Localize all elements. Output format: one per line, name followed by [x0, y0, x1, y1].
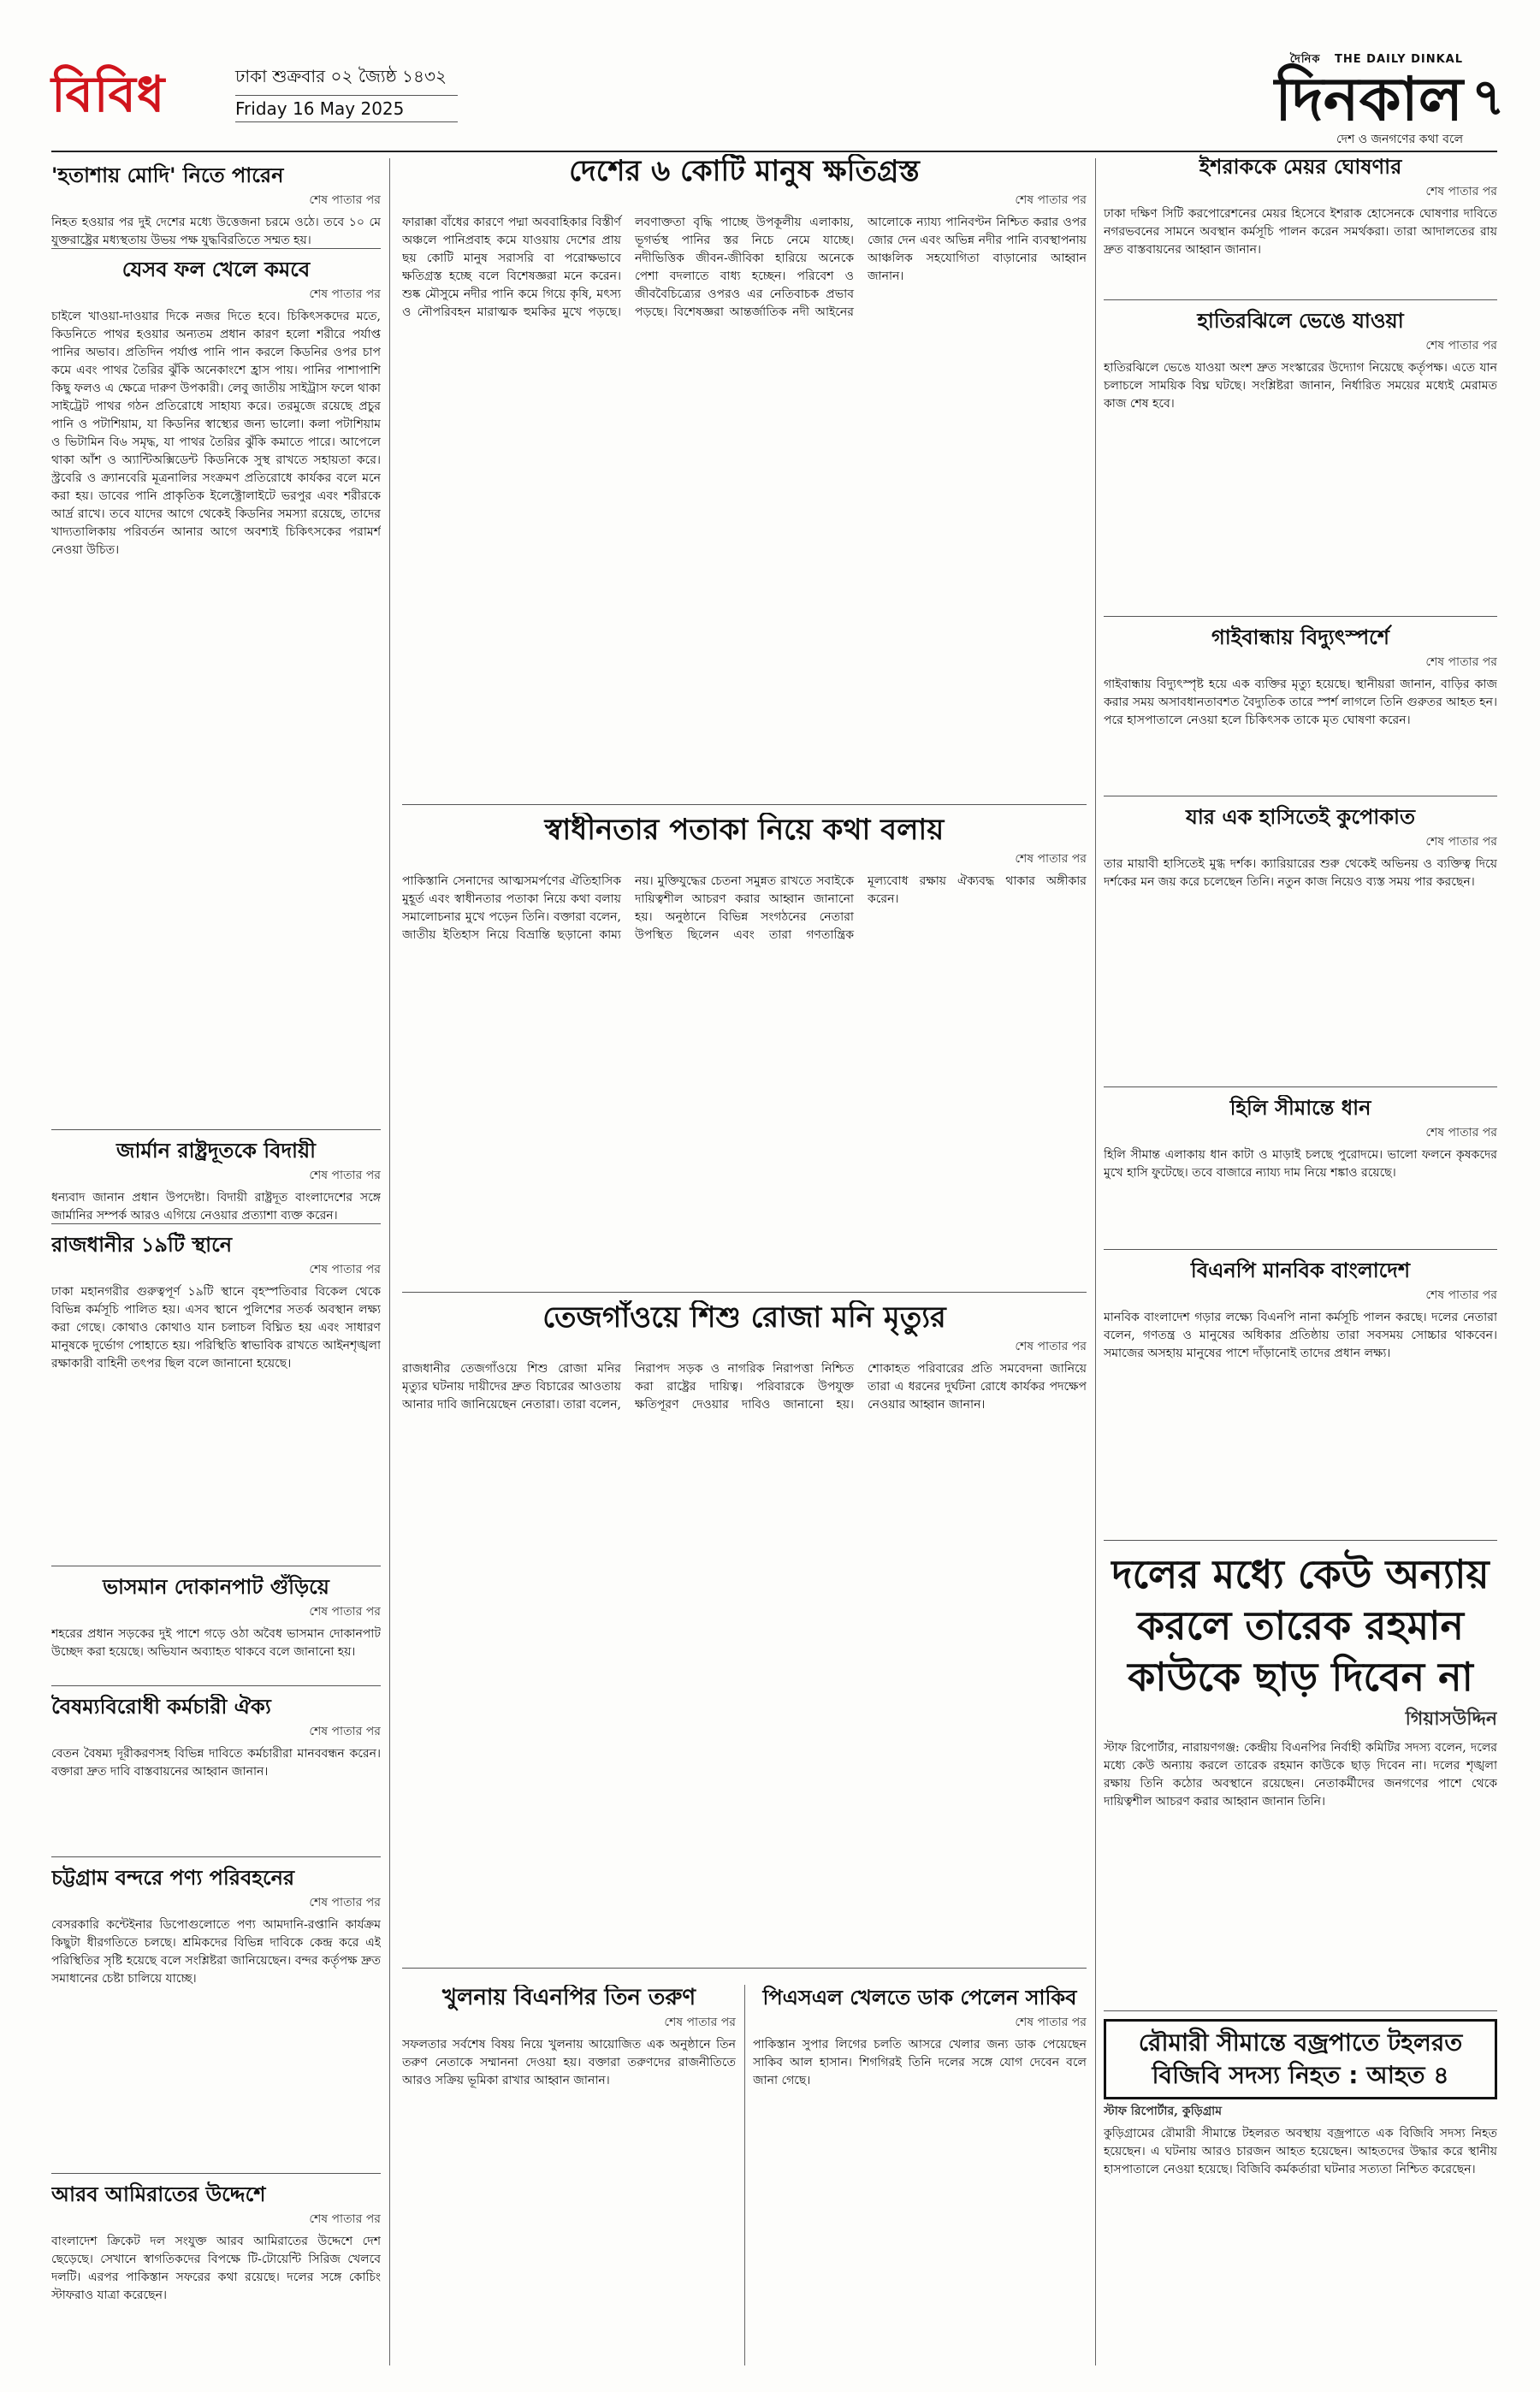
column-divider [744, 1985, 745, 2365]
story-body: বাংলাদেশ ক্রিকেট দল সংযুক্ত আরব আমিরাতের উদ্দেশে দেশ ছেড়েছে। সেখানে স্বাগতিকদের বিপক্ষে টি-টোয়েন্টি সিরিজ খেলবে দলটি। এরপর পাকিস্তান সফরের কথা রয়েছে। দলের সঙ্গে কোচিং স্টাফরাও যাত্রা করেছেন। [51, 2235, 381, 2302]
headline: যেসব ফল খেলে কমবে [121, 258, 311, 281]
story-body: কুড়িগ্রামের রৌমারী সীমান্তে টহলরত অবস্থায় বজ্রপাতে এক বিজিবি সদস্য নিহত হয়েছেন। এ ঘটনায় আরও চারজন আহত হয়েছেন। আহতদের উদ্ধার করে স্থানীয় হাসপাতালে নেওয়া হয়েছে। বিজিবি কর্মকর্তারা ঘটনার সত্যতা নিশ্চিত করেছেন। [1104, 2127, 1497, 2176]
story-body: চাইলে খাওয়া-দাওয়ার দিকে নজর দিতে হবে। চিকিৎসকদের মতে, কিডনিতে পাথর হওয়ার অন্যতম প্রধান কারণ হলো শরীরে পর্যাপ্ত পানির অভাব। প্রতিদিন পর্যাপ্ত পানি পান করলে কিডনির ওপর চাপ কমে এবং পাথর তৈরির ঝুঁকি অনেকাংশে হ্রাস পায়। পানির পাশাপাশি কিছু ফলও এ ক্ষেত্রে দারুণ উপকারী। লেবু জাতীয় সাইট্রাস ফলে থাকা সাইট্রেট পাথর গঠন প্রতিরোধে সাহায্য করে। তরমুজে রয়েছে প্রচুর পানি ও পটাশিয়াম, যা কিডনির স্বাস্থ্যের জন্য ভালো। কলা পটাশিয়াম ও ভিটামিন বি৬ সমৃদ্ধ, যা পাথর তৈরির ঝুঁকি কমাতে পারে। আপেলে থাকা আঁশ ও অ্যান্টিঅক্সিডেন্ট কিডনিকে সুস্থ রাখতে সহায়তা করে। স্ট্রবেরি ও ক্র্যানবেরি মূত্রনালির সংক্রমণ প্রতিরোধে কার্যকর বলে মনে করা হয়। ডাবের পানি প্রাকৃতিক ইলেক্ট্রোলাইটে ভরপুর এবং শরীরকে আর্দ্র রাখে। তবে যাদের আগে থেকেই কিডনির সমস্যা রয়েছে, তাদের খাদ্যতালিকায় পরিবর্তন আনার আগে অবশ্যই চিকিৎসকের পরামর্শ নেওয়া উচিত। [51, 310, 381, 557]
byline: শেষ পাতার পর [309, 287, 381, 301]
story-body: নিহত হওয়ার পর দুই দেশের মধ্যে উত্তেজনা চরমে ওঠে। তবে ১০ মে যুক্তরাষ্ট্রের মধ্যস্থতায় উভয় পক্ষ যুদ্ধবিরতিতে সম্মত হয়। [51, 216, 381, 247]
story-body: রাজধানীর তেজগাঁওয়ে শিশু রোজা মনির মৃত্যুর ঘটনায় দায়ীদের দ্রুত বিচারের আওতায় আনার দাবি জানিয়েছেন নেতারা। তারা বলেন, নিরাপদ সড়ক ও নাগরিক নিরাপত্তা নিশ্চিত করা রাষ্ট্রের দায়িত্ব। পরিবারকে উপযুক্ত ক্ষতিপূরণ দেওয়ার দাবিও জানানো হয়। শোকাহত পরিবারের প্রতি সমবেদনা জানিয়ে তারা এ ধরনের দুর্ঘটনা রোধে কার্যকর পদক্ষেপ নেওয়ার আহ্বান জানান। [402, 1362, 1087, 1412]
story [1104, 2019, 1497, 2365]
story-body: ফারাক্কা বাঁধের কারণে পদ্মা অববাহিকার বিস্তীর্ণ অঞ্চলে পানিপ্রবাহ কমে যাওয়ায় দেশের প্রায় ছয় কোটি মানুষ সরাসরি বা পরোক্ষভাবে ক্ষতিগ্রস্ত হচ্ছে বলে বিশেষজ্ঞরা মনে করেন। শুষ্ক মৌসুমে নদীর পানি কমে গিয়ে কৃষি, মৎস্য ও নৌপরিবহন মারাত্মক হুমকির মুখে পড়ছে। লবণাক্ততা বৃদ্ধি পাচ্ছে উপকূলীয় এলাকায়, ভূগর্ভস্থ পানির স্তর নিচে নেমে যাচ্ছে। নদীভিত্তিক জীবন-জীবিকা হারিয়ে অনেকে পেশা বদলাতে বাধ্য হচ্ছেন। পরিবেশ ও জীববৈচিত্র্যের ওপরও এর নেতিবাচক প্রভাব পড়ছে। বিশেষজ্ঞরা আন্তর্জাতিক নদী আইনের আলোকে ন্যায্য পানিবণ্টন নিশ্চিত করার ওপর জোর দেন এবং অভিন্ন নদীর পানি ব্যবস্থাপনায় আঞ্চলিক সহযোগিতা বাড়ানোর আহ্বান জানান। [402, 216, 1087, 319]
headline: বৈষম্যবিরোধী কর্মচারী ঐক্য [51, 1695, 271, 1719]
story-body: মানবিক বাংলাদেশ গড়ার লক্ষ্যে বিএনপি নানা কর্মসূচি পালন করছে। দলের নেতারা বলেন, গণতন্ত্র ও মানুষের অধিকার প্রতিষ্ঠায় তারা সবসময় সোচ্চার থাকবেন। সমাজের অসহায় মানুষের পাশে দাঁড়ানোই তাদের প্রধান লক্ষ্য। [1104, 1311, 1497, 1360]
byline: শেষ পাতার পর [1015, 2016, 1087, 2029]
headline: জার্মান রাষ্ট্রদূতকে বিদায়ী [116, 1139, 317, 1163]
headline: দেশের ৬ কোটি মানুষ ক্ষতিগ্রস্ত [569, 154, 920, 188]
column-divider [389, 158, 390, 2365]
byline: শেষ পাতার পর [1425, 339, 1497, 352]
story-body: স্টাফ রিপোর্টার, নারায়ণগঞ্জ: কেন্দ্রীয় বিএনপির নির্বাহী কমিটির সদস্য বলেন, দলের মধ্যে কেউ অন্যায় করলে তারেক রহমান কাউকে ছাড় দিবেন না। দলের শৃঙ্খলা রক্ষায় তিনি কঠোর অবস্থানে রয়েছেন। নেতাকর্মীদের জনগণের পাশে থেকে দায়িত্বশীল আচরণ করার আহ্বান জানান তিনি। [1104, 1741, 1497, 1809]
story [51, 1232, 381, 1566]
byline: শেষ পাতার পর [309, 1263, 381, 1276]
byline: শেষ পাতার পর [309, 1169, 381, 1182]
headline: গাইবান্ধায় বিদ্যুৎস্পর্শে [1211, 625, 1389, 649]
story [1104, 804, 1497, 1087]
story [51, 1865, 381, 2174]
story [1104, 1548, 1497, 2011]
story-body: ধন্যবাদ জানান প্রধান উপদেষ্টা। বিদায়ী রাষ্ট্রদূত বাংলাদেশের সঙ্গে জার্মানির সম্পর্ক আরও এগিয়ে নেওয়ার প্রত্যাশা ব্যক্ত করেন। [51, 1191, 381, 1223]
byline: গিয়াসউদ্দিন [1405, 1708, 1497, 1730]
byline: শেষ পাতার পর [1015, 852, 1087, 866]
story [1104, 308, 1497, 617]
story-body: তার মায়াবী হাসিতেই মুগ্ধ দর্শক। ক্যারিয়ারের শুরু থেকেই অভিনয় ও ব্যক্তিত্ব দিয়ে দর্শকের মন জয় করে চলেছেন তিনি। নতুন কাজ নিয়েও ব্যস্ত সময় পার করছেন। [1104, 857, 1497, 889]
byline: স্টাফ রিপোর্টার, কুড়িগ্রাম [1104, 2105, 1223, 2118]
story [51, 1574, 381, 1686]
dateline [235, 62, 458, 122]
story-body: হিলি সীমান্ত এলাকায় ধান কাটা ও মাড়াই চলছে পুরোদমে। ভালো ফলনে কৃষকদের মুখে হাসি ফুটেছে। তবে বাজারে ন্যায্য দাম নিয়ে শঙ্কাও রয়েছে। [1104, 1148, 1497, 1180]
section-title: বিবিধ [51, 65, 166, 123]
masthead-divider [51, 151, 1497, 152]
headline: বিএনপি মানবিক বাংলাদেশ [1190, 1258, 1411, 1282]
story [402, 1300, 1087, 1969]
story [1104, 154, 1497, 300]
newspaper-logo [1104, 51, 1463, 145]
byline: শেষ পাতার পর [1425, 1288, 1497, 1302]
date-bengali: ঢাকা শুক্রবার ০২ জ্যৈষ্ঠ ১৪৩২ [235, 62, 458, 96]
story [51, 1694, 381, 1857]
headline: তেজগাঁওয়ে শিশু রোজা মনি মৃত্যুর [542, 1300, 946, 1335]
byline: শেষ পাতার পর [1425, 835, 1497, 849]
story-body: হাতিরঝিলে ভেঙে যাওয়া অংশ দ্রুত সংস্কারের উদ্যোগ নিয়েছে কর্তৃপক্ষ। এতে যান চলাচলে সাময়িক বিঘ্ন ঘটছে। সংশ্লিষ্টরা জানান, নির্ধারিত সময়ের মধ্যেই মেরামত কাজ শেষ হবে। [1104, 361, 1497, 411]
headline: পিএসএল খেলতে ডাক পেলেন সাকিব [762, 1986, 1077, 2010]
headline: হিলি সীমান্তে ধান [1229, 1096, 1371, 1120]
story-body: সফলতার সর্বশেষ বিষয় নিয়ে খুলনায় আয়োজিত এক অনুষ্ঠানে তিন তরুণ নেতাকে সম্মাননা দেওয়া হয়। বক্তারা তরুণদের রাজনীতিতে আরও সক্রিয় ভূমিকা রাখার আহ্বান জানান। [402, 2038, 736, 2087]
byline: শেষ পাতার পর [309, 1605, 381, 1619]
byline: শেষ পাতার পর [1425, 185, 1497, 198]
byline: শেষ পাতার পর [1015, 193, 1087, 207]
headline-box [1104, 2019, 1497, 2099]
story-body: বেসরকারি কন্টেইনার ডিপোগুলোতে পণ্য আমদানি-রপ্তানি কার্যক্রম কিছুটা ধীরগতিতে চলছে। শ্রমিকদের বিভিন্ন দাবিকে কেন্দ্র করে এই পরিস্থিতির সৃষ্টি হয়েছে বলে সংশ্লিষ্টরা জানিয়েছেন। বন্দর কর্তৃপক্ষ দ্রুত সমাধানের চেষ্টা চালিয়ে যাচ্ছে। [51, 1918, 381, 1986]
byline: শেষ পাতার পর [1425, 1126, 1497, 1140]
story [51, 2182, 381, 2365]
story [51, 1138, 381, 1224]
headline: ইশরাককে মেয়র ঘোষণার [1199, 155, 1402, 179]
headline: 'হতাশায় মোদি' নিতে পারেন [51, 163, 284, 187]
byline: শেষ পাতার পর [1425, 655, 1497, 669]
date-english: Friday 16 May 2025 [235, 96, 458, 122]
story-body: গাইবান্ধায় বিদ্যুৎস্পৃষ্ট হয়ে এক ব্যক্তির মৃত্যু হয়েছে। স্থানীয়রা জানান, বাড়ির কাজ করার সময় অসাবধানতাবশত বৈদ্যুতিক তারে স্পর্শ লাগলে তিনি গুরুতর আহত হন। পরে হাসপাতালে নেওয়া হলে চিকিৎসক তাকে মৃত ঘোষণা করেন। [1104, 678, 1497, 727]
story [1104, 1258, 1497, 1541]
story-body: বেতন বৈষম্য দূরীকরণসহ বিভিন্ন দাবিতে কর্মচারীরা মানববন্ধন করেন। বক্তারা দ্রুত দাবি বাস্তবায়নের আহ্বান জানান। [51, 1747, 381, 1779]
story-body: ঢাকা মহানগরীর গুরুত্বপূর্ণ ১৯টি স্থানে বৃহস্পতিবার বিকেল থেকে বিভিন্ন কর্মসূচি পালিত হয়। এসব স্থানে পুলিশের সতর্ক অবস্থান লক্ষ্য করা গেছে। কোথাও কোথাও যান চলাচল বিঘ্নিত হয় এবং সাধারণ মানুষকে দুর্ভোগ পোহাতে হয়। পরিস্থিতি স্বাভাবিক রাখতে আইনশৃঙ্খলা রক্ষাকারী বাহিনী তৎপর ছিল বলে জানানো হয়েছে। [51, 1285, 381, 1371]
brand-english: দৈনিক THE DAILY DINKAL [1289, 53, 1463, 66]
headline: চট্টগ্রাম বন্দরে পণ্য পরিবহনের [51, 1866, 295, 1890]
masthead [51, 51, 1506, 146]
byline: শেষ পাতার পর [664, 2016, 736, 2029]
page-number: ৭ [1472, 68, 1506, 127]
story [753, 1985, 1087, 2365]
headline: যার এক হাসিতেই কুপোকাত [1186, 805, 1415, 829]
headline: ভাসমান দোকানপাট গুঁড়িয়ে [103, 1575, 329, 1599]
byline: শেষ পাতার পর [1015, 1340, 1087, 1353]
story-body: ঢাকা দক্ষিণ সিটি করপোরেশনের মেয়র হিসেবে ইশরাক হোসেনকে ঘোষণার দাবিতে নগরভবনের সামনে অবস্থান কর্মসূচি পালন করেন সমর্থকরা। তারা আদালতের রায় দ্রুত বাস্তবায়নের আহ্বান জানান। [1104, 207, 1497, 257]
headline: আরব আমিরাতের উদ্দেশে [51, 2182, 266, 2206]
brand-tagline: দেশ ও জনগণের কথা বলে [1336, 133, 1463, 146]
story-body: পাকিস্তান সুপার লিগের চলতি আসরে খেলার জন্য ডাক পেয়েছেন সাকিব আল হাসান। শিগগিরই তিনি দলের সঙ্গে যোগ দেবেন বলে জানা গেছে। [753, 2038, 1087, 2087]
byline: শেষ পাতার পর [309, 1725, 381, 1738]
story-body: শহরের প্রধান সড়কের দুই পাশে গড়ে ওঠা অবৈধ ভাসমান দোকানপাট উচ্ছেদ করা হয়েছে। অভিযান অব্যাহত থাকবে বলে জানানো হয়। [51, 1627, 381, 1659]
headline: দলের মধ্যে কেউ অন্যায় করলে তারেক রহমান কাউকে ছাড় দিবেন না [1111, 1551, 1490, 1700]
story [1104, 1095, 1497, 1250]
story [1104, 625, 1497, 796]
brand-name: দিনকাল [1274, 64, 1463, 134]
headline: স্বাধীনতার পতাকা নিয়ে কথা বলায় [544, 813, 945, 847]
story [402, 813, 1087, 1293]
story [402, 1985, 736, 2365]
byline: শেষ পাতার পর [309, 193, 381, 207]
story [402, 154, 1087, 805]
headline: হাতিরঝিলে ভেঙে যাওয়া [1197, 309, 1404, 333]
story [51, 163, 381, 249]
story-body: পাকিস্তানি সেনাদের আত্মসমর্পণের ঐতিহাসিক মুহূর্ত এবং স্বাধীনতার পতাকা নিয়ে কথা বলায় সমালোচনার মুখে পড়েন তিনি। বক্তারা বলেন, জাতীয় ইতিহাস নিয়ে বিভ্রান্তি ছড়ানো কাম্য নয়। মুক্তিযুদ্ধের চেতনা সমুন্নত রাখতে সবাইকে দায়িত্বশীল আচরণ করার আহ্বান জানানো হয়। অনুষ্ঠানে বিভিন্ন সংগঠনের নেতারা উপস্থিত ছিলেন এবং তারা গণতান্ত্রিক মূল্যবোধ রক্ষায় ঐক্যবদ্ধ থাকার অঙ্গীকার করেন। [402, 874, 1087, 942]
headline: রৌমারী সীমান্তে বজ্রপাতে টহলরত বিজিবি সদস্য নিহত : আহত ৪ [1138, 2028, 1463, 2089]
story [51, 257, 381, 1130]
column-divider [1095, 158, 1096, 2365]
byline: শেষ পাতার পর [309, 2212, 381, 2226]
headline: রাজধানীর ১৯টি স্থানে [51, 1233, 233, 1257]
byline: শেষ পাতার পর [309, 1896, 381, 1909]
headline: খুলনায় বিএনপির তিন তরুণ [441, 1985, 696, 2010]
